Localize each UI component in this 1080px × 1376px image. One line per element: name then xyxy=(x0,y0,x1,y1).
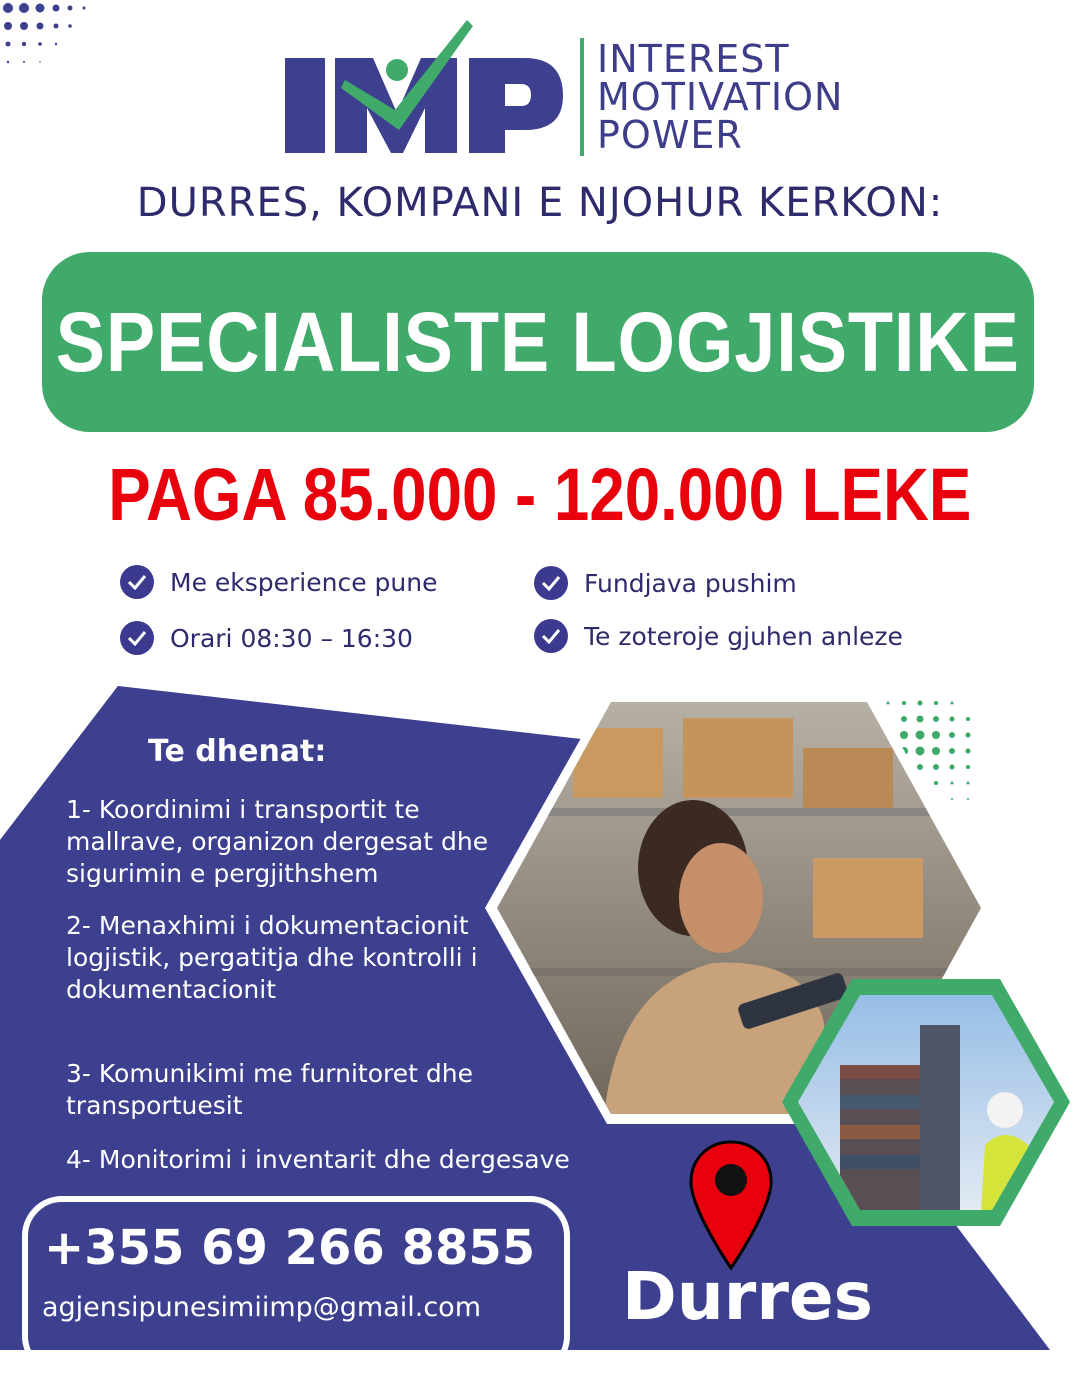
detail-item: 2- Menaxhimi i dokumentacionit logjistik, pergatitja dhe kontrolli i dokumentacionit xyxy=(66,911,478,1004)
benefit-item xyxy=(534,619,903,653)
benefit-item xyxy=(534,566,797,600)
benefit-item xyxy=(120,621,413,655)
benefit-item xyxy=(120,565,438,599)
check-circle-icon xyxy=(120,565,154,599)
check-circle-icon xyxy=(534,566,568,600)
phone-number[interactable]: +355 69 266 8855 xyxy=(44,1220,536,1276)
benefit-label: Orari 08:30 – 16:30 xyxy=(170,623,413,653)
job-title: SPECIALISTE LOGJISTIKE xyxy=(55,294,1021,389)
location-pin-icon xyxy=(688,1140,774,1270)
benefit-label: Fundjava pushim xyxy=(584,568,797,598)
benefit-label: Te zoteroje gjuhen anleze xyxy=(584,621,903,651)
imp-logo xyxy=(285,18,885,168)
detail-item: 3- Komunikimi me furnitoret dhe transportuesit xyxy=(66,1059,473,1120)
logo-line-power: POWER xyxy=(597,113,743,157)
salary xyxy=(0,452,1080,537)
email-address[interactable]: agjensipunesimiimp@gmail.com xyxy=(42,1292,482,1323)
logo-line-motivation: MOTIVATION xyxy=(597,75,844,119)
check-circle-icon xyxy=(534,619,568,653)
decorative-dots-top-left xyxy=(0,0,100,70)
imp-logo-mark xyxy=(285,18,585,168)
details-heading: Te dhenat: xyxy=(148,734,327,769)
location-city: Durres xyxy=(622,1258,873,1335)
job-title-banner xyxy=(42,252,1034,432)
detail-item: 4- Monitorimi i inventarit dhe dergesave xyxy=(66,1145,570,1174)
headline: DURRES, KOMPANI E NJOHUR KERKON: xyxy=(136,180,944,226)
benefit-label: Me eksperience pune xyxy=(170,567,438,597)
check-circle-icon xyxy=(120,621,154,655)
salary-text: PAGA 85.000 - 120.000 LEKE xyxy=(108,453,972,536)
detail-item: 1- Koordinimi i transportit te mallrave, organizon dergesat dhe sigurimin e pergjithshem xyxy=(66,795,489,888)
logo-line-interest: INTEREST xyxy=(597,37,790,81)
logo-tagline xyxy=(597,37,844,157)
containers-photo-hexagon xyxy=(780,975,1072,1230)
